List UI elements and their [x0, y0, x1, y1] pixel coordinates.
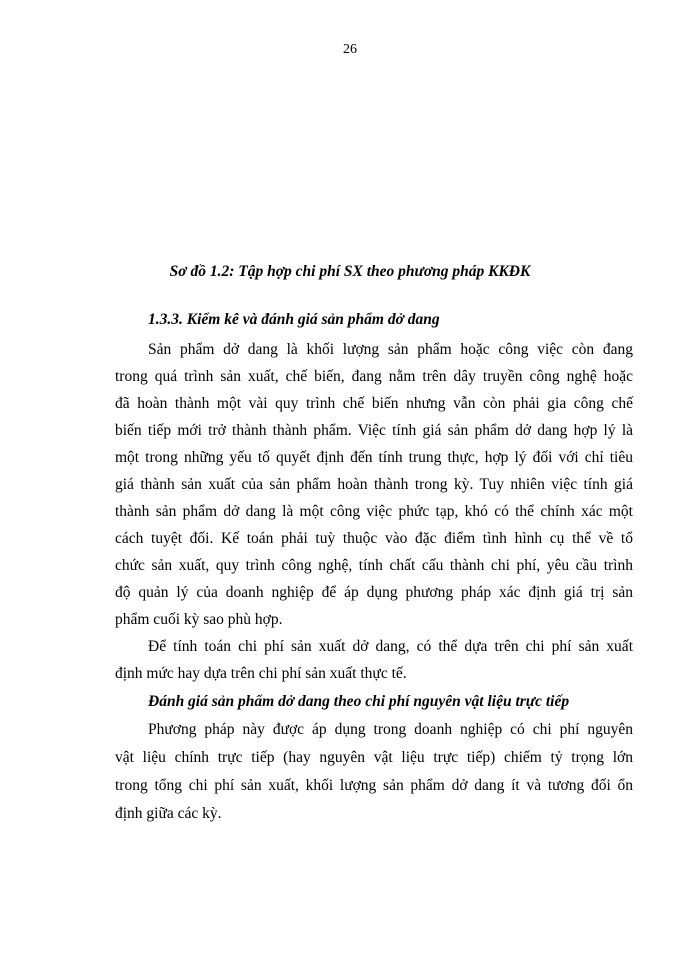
paragraph-2-line: Để tính toán chi phí sản xuất dở dang, có thể dựa trên chi phí sản xuất — [148, 638, 633, 655]
paragraph-1-line: độ quản lý của doanh nghiệp để áp dụng phương pháp xác định giá trị sản — [115, 584, 633, 601]
paragraph-1-line: phẩm cuối kỳ sao phù hợp. — [115, 611, 283, 628]
paragraph-1-line: trong quá trình sản xuất, chế biến, đang nằm trên dây truyền công nghệ hoặc — [115, 368, 633, 385]
paragraph-2-line: định mức hay dựa trên chi phí sản xuất thực tế. — [115, 665, 407, 682]
paragraph-3-line: vật liệu chính trực tiếp (hay nguyên vật liệu trực tiếp) chiếm tỷ trọng lớn — [115, 749, 633, 766]
diagram-caption: Sơ đồ 1.2: Tập hợp chi phí SX theo phương pháp KKĐK — [169, 263, 531, 280]
paragraph-1-line: Sản phẩm dở dang là khối lượng sản phẩm hoặc công việc còn đang — [148, 341, 633, 358]
paragraph-1-line: thành sản phẩm dở dang là một công việc phức tạp, khó có thể chính xác một — [115, 503, 633, 520]
paragraph-1-line: chức sản xuất, quy trình công nghệ, tính chất cấu thành chi phí, yêu cầu trình — [115, 557, 633, 574]
subheading: Đánh giá sản phẩm dở dang theo chi phí nguyên vật liệu trực tiếp — [148, 693, 570, 710]
paragraph-1-line: cách tuyệt đối. Kế toán phải tuỳ thuộc vào đặc điểm tình hình cụ thể về tổ — [115, 530, 633, 547]
page-number: 26 — [343, 42, 357, 57]
paragraph-1-line: một trong những yếu tố quyết định đến tính trung thực, hợp lý đối với chỉ tiêu — [115, 449, 633, 466]
paragraph-3-line: trong tổng chi phí sản xuất, khối lượng sản phẩm dở dang ít và tương đối ổn — [115, 777, 633, 794]
paragraph-1-line: đã hoàn thành một vài quy trình chế biến nhưng vẫn còn phải gia công chế — [115, 395, 633, 412]
section-heading: 1.3.3. Kiểm kê và đánh giá sản phẩm dở dang — [148, 311, 440, 328]
paragraph-3-line: Phương pháp này được áp dụng trong doanh nghiệp có chi phí nguyên — [148, 721, 633, 738]
paragraph-1-line: giá thành sản xuất của sản phẩm hoàn thành trong kỳ. Tuy nhiên việc tính giá — [115, 476, 633, 493]
paragraph-1-line: biến tiếp mới trở thành thành phẩm. Việc tính giá sản phẩm dở dang hợp lý là — [115, 422, 633, 439]
paragraph-3-line: định giữa các kỳ. — [115, 805, 222, 822]
